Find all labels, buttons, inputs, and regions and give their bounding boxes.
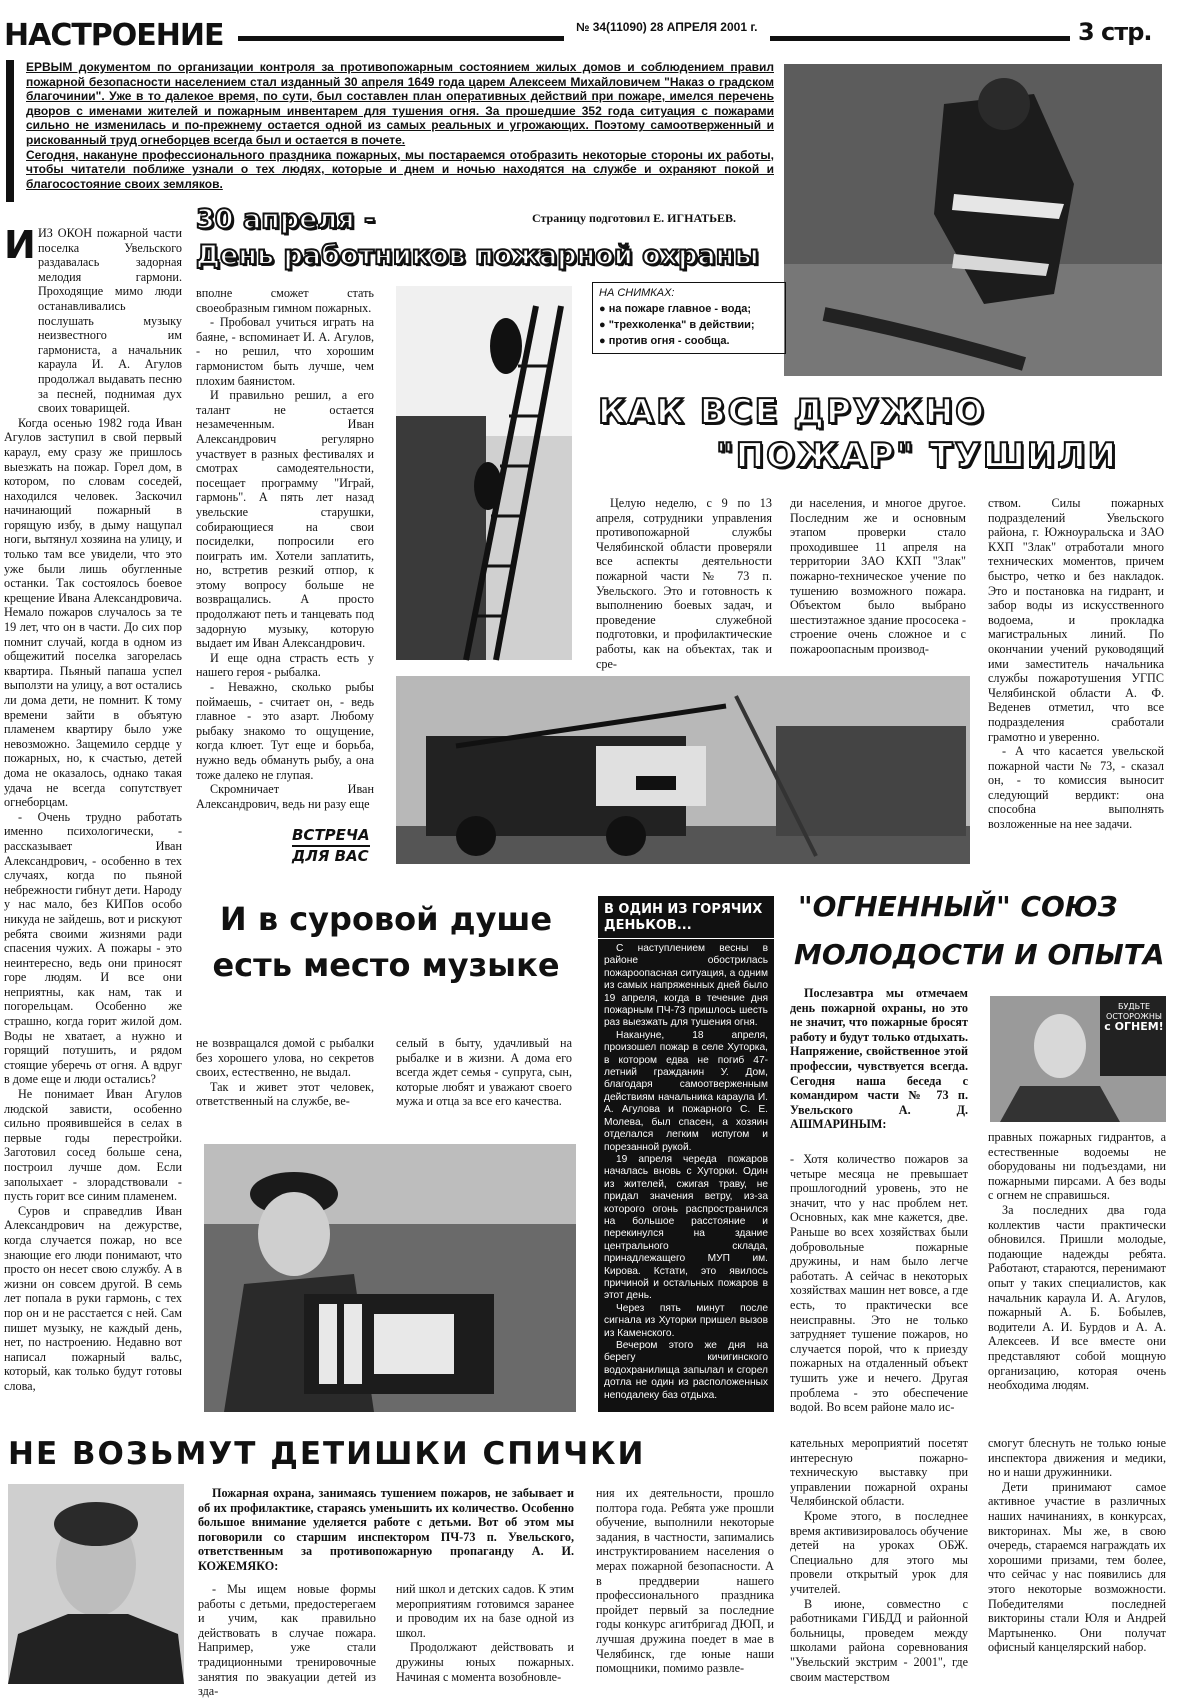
article2-col1-text: Целую неделю, с 9 по 13 апреля, сотрудники управления противопожарной службы Челябинской области проверяли все аспекты деятельности пожарной части № 73 п. Увельского. Это и готовность к выполнению боевых задач, и проведение служебной подготовки, и профилактические работы, как на объектах, так и сре- (596, 496, 772, 671)
article4-col2-p1: ний школ и детских садов. К этим мероприятиям готовимся заранее и проводим их на базе одной из школ. (396, 1582, 574, 1640)
rubric-line-1: ВСТРЕЧА (292, 826, 370, 847)
article2-column-1 (596, 496, 772, 671)
intro-paragraph-2: Сегодня, накануне профессионального праздника пожарных, мы постараемся отобразить некоторые стороны их работы, чтобы читатели поближе узнали о тех людях, которые и днем и ночью находятся на службе и охраняют покой и благосостояние своих земляков. (26, 147, 774, 191)
article2-column-2 (790, 496, 966, 662)
photo-firefighter-hose (784, 64, 1162, 376)
article1-col3-p1: не возвращался домой с рыбалки без хорошего улова, но секретов своих, естественно, не выдал. (196, 1036, 374, 1080)
article1-column-4 (396, 1036, 572, 1136)
headline-holiday: День работников пожарной охраны (196, 240, 759, 271)
article1-headline: И в суровой душе есть место музыке (212, 900, 560, 984)
article2-col3-p2: - А что касается увельской пожарной части № 73, - сказал он, - то комиссия выносит следующий вердикт: она способна выполнять возложенные на нее задачи. (988, 744, 1164, 832)
intro-paragraph-1: ЕРВЫМ документом по организации контроля за противопожарным состоянием жилых домов и соблюдением правил пожарной безопасности населением стал изданный 30 апреля 1649 года царем Алексеем Михайловичем "Наказ о градском благочинии". Уже в то далекое время, по сути, был составлен план оперативных действий при пожаре, имелся перечень дворов с именами жителей и пожарным инвентарем для тушения огня. За прошедшие 352 года ситуация с пожарами сильно не изменилась и по-прежнему остается одной из самых реальных и угрожающих. Поэтому самоотверженный и рискованный труд огнеборцев всегда был и остается в почете. (26, 60, 774, 147)
article4-col1-text: - Мы ищем новые формы работы с детьми, предостерегаем и учим, как правильно действовать в случае пожара. Например, уже стали традиционными тренировочные занятия по эвакуации детей из зда- (198, 1582, 376, 1699)
photo-commander (990, 996, 1166, 1122)
photo-fire-truck (396, 676, 970, 864)
issue-info: № 34(11090) 28 АПРЕЛЯ 2001 г. (576, 20, 758, 34)
article1-col4-p1: селый в быту, удачливый на рыбалке и в жизни. А дома его всегда ждет семья - супруга, сын, которые любят и уважают своего мужа и отца за все его качества. (396, 1036, 572, 1109)
article4-column-1 (198, 1582, 376, 1699)
masthead-rule-right (770, 36, 1070, 41)
article4-col4-p1: кательных мероприятий посетят интересную пожарно-техническую выставку при управлении пожарной охраны Челябинской области. (790, 1436, 968, 1509)
article1-col2-p1: вполне сможет стать своеобразным гимном пожарных. (196, 286, 374, 315)
bullet-dot-icon: ● (599, 303, 606, 315)
article4-column-2 (396, 1582, 574, 1686)
article1-col3-p2: Так и живет этот человек, ответственный на службе, ве- (196, 1079, 374, 1109)
article2-col3-p1: ством. Силы пожарных подразделений Увельского района, г. Южноуральска и ЗАО КХП "Злак" отработали много технических моментов, причем быстро, четко и без накладок. Это и постановка на гидрант, и забор воды из искусственного водоема, и прокладка магистральных линий. По окончании учений руководящий ими заместитель начальника службы пожаротушения УГПС Челябинской области А. Ф. Веденев отметил, что все подразделения сработали грамотно и уверенно. (988, 496, 1164, 744)
sidebar-p5: Вечером этого же дня на берегу кичигинского водохранилища запылал и сгорел дотла не один из расположенных неподалеку баз отдыха. (604, 1340, 768, 1401)
poster-line-3: с ОГНЕМ! (1104, 1020, 1164, 1033)
sidebar-hot-days (598, 896, 774, 1412)
article2-headline-line2: "ПОЖАР" ТУШИЛИ (716, 436, 1119, 476)
section-title: НАСТРОЕНИЕ (4, 18, 224, 53)
rubric-line-2: ДЛЯ ВАС (292, 847, 369, 865)
article2-col2-text: ди населения, и многое другое. Последним же и основным этапом проверки стало проходившее 11 апреля на территории ЗАО КХП "Злак" пожарно-техническое учение по тушению возможного пожара. Объектом было выбрано шестиэтажное здание прососека - строение очень сложное и с пожароопасным производ- (790, 496, 966, 656)
article4-lead (198, 1486, 574, 1578)
article4-col2-p2: Продолжают действовать и дружины юных пожарных. Начиная с момента возобновле- (396, 1640, 574, 1684)
page-number: 3 стр. (1078, 18, 1152, 46)
article4-column-3 (596, 1486, 774, 1686)
bullet-dot-icon: ● (599, 319, 606, 331)
intro-bar (6, 60, 14, 202)
article3-headline-line2: МОЛОДОСТИ И ОПЫТА (794, 938, 1165, 971)
article3-col1-text: - Хотя количество пожаров за четыре месяца не превышает прошлогодний уровень, это не значит, что у нас проблем нет. Основных, как мне кажется, две. Раньше во всех хозяйствах были добровольные пожарные дружины, и нам было легче работать. А сейчас в некоторых хозяйствах машин нет вовсе, а где есть, то практически все неисправны. Это не только затрудняет тушение пожаров, но случается порой, что к приезду пожарных на отдаленный объект тушить уже и нечего. Другая проблема - это обеспечение водой. Во всем районе мало ис- (790, 1152, 968, 1415)
masthead-rule-left (238, 36, 564, 41)
poster-line-2: ОСТОРОЖНЫ (1106, 1012, 1162, 1021)
article1-col2-p3: И правильно решил, а его талант не остается незамеченным. Иван Александрович регулярно участвует в разных фестивалях и смотрах самодеятельности, посещает программу "Играй, гармонь". А пять лет назад увельские старушки, собирающиеся на свои посиделки, попросили его поиграть им. Хотели заплатить, но, встретив резкий отпор, к этому вопросу больше не возвращались. А просто продолжают петь и танцевать под задорную музыку, которую выдает им Иван Александрович. (196, 388, 374, 651)
article4-col3-p1: ния их деятельности, прошло полтора года. Ребята уже прошли обучение, выполнили некоторые задания, в частности, запимались инструктированием населения о мерах пожарной безопасности. А в преддверии нашего профессионального праздника пройдет первый за последние годы конкурс агитбригад ДЮП, и лучшая дружина поедет в мае в Челябинск, где юные наши помощники, помимо развле- (596, 1486, 774, 1676)
caption-item-2: ● "трехколенка" в действии; (599, 319, 755, 331)
photo-captions (592, 282, 786, 354)
photo-ladder (396, 286, 572, 660)
article3-column-1 (790, 1152, 968, 1414)
caption-item-3: ● против огня - сообща. (599, 335, 730, 347)
article4-column-4 (790, 1436, 968, 1686)
sidebar-p2: Накануне, 18 апреля, произошел пожар в селе Хуторка, в котором едва не погиб 47-летний гражданин У. Дом, благодаря самоотверженным действиям начальника караула И. А. Агулова и пожарного С. Е. Молева, был спасен, а хозяин отделался легким испугом и порезанной рукой. (604, 1029, 768, 1153)
article1-col1-p5: Суров и справедлив Иван Александрович на дежурстве, когда случается пожар, но все знающие его люди понимают, что просто он несет свою службу. А в жизни он совсем другой. В семь лет попала в руки гармонь, с тех пор он и не расстается с ней. Сам пишет музыку, не каждый день, нет, по настроению. Недавно вот написал пожарный вальс, который, как только будут готовы слова, (4, 1203, 182, 1393)
article1-col2-p5: - Неважно, сколько рыбы поймаешь, - считает он, - ведь главное - это азарт. Любому рыбаку знакомо то ощущение, когда клюет. Тут еще и борьба, нужно ведь обмануть рыбу, а она тоже далеко не глупая. (196, 680, 374, 782)
article4-col5-p1: смогут блеснуть не только юные инспектора движения и медики, но и наши дружинники. (988, 1436, 1166, 1480)
article3-col2-p1: правных пожарных гидрантов, а естественные водоемы не оборудованы ни подъездами, ни пожарными пирсами. А без воды с огнем не справишься. (988, 1130, 1166, 1203)
article4-column-5 (988, 1436, 1166, 1686)
article2-headline-line1: КАК ВСЕ ДРУЖНО (598, 392, 987, 432)
article1-column-2 (196, 286, 374, 811)
article4-col4-p2: Кроме этого, в последнее время активизировалось обучение детей на уроках ОБЖ. Специально для этого мы провели открытый урок для учителей. (790, 1508, 968, 1596)
article2-column-3 (988, 496, 1164, 870)
article1-col1-p1: ИЗ ОКОН пожарной части поселка Увельского раздавалась задорная мелодия гармони. Проходящие мимо люди останавливались послушать музыку неизвестного им гармониста, а начальник караула И. А. Агулов продолжал выдавать песню за песней, поднимая дух своих товарищей. (38, 226, 182, 416)
article1-column-3 (196, 1036, 374, 1136)
sidebar-title-line-2: ДЕНЬКОВ... (604, 918, 692, 933)
article1-col1-p2: Когда осенью 1982 года Иван Агулов заступил в свой первый караул, ему сразу же пришлось выезжать на пожар. Горел дом, в котором, по словам соседей, находился человек. Заскочил начинающий пожарный в горящую избу, в дыму нащупал ноги, вытянул хозяина на улицу, и только там все увидели, что это уже были лишь обугленные останки. Так состоялось боевое крещение Ивана Александровича. Немало пожаров случалось за те 19 лет, что он в части. До сих пор помнит случай, когда в одном из общежитий поселка загорелась квартира. Пьяный папаша успел выползти на улицу, а вот остались ли дома дети, не помнит. К тому времени зайти в объятую пламенем квартиру было уже невозможно. Защемило сердце у пожарных, но, к счастью, детей дома не оказалось, однако такая удача не всегда сопутствует огнеборцам. (4, 415, 182, 810)
article3-column-2 (988, 1130, 1166, 1416)
captions-title: НА СНИМКАХ: (599, 287, 678, 299)
article1-col2-p6: Скромничает Иван Александрович, ведь ни разу еще (196, 782, 374, 811)
article4-headline: НЕ ВОЗЬМУТ ДЕТИШКИ СПИЧКИ (8, 1436, 646, 1472)
headline-date: 30 апреля - (196, 204, 376, 235)
photo-accordion-player (204, 1144, 576, 1412)
sidebar-p1: С наступлением весны в районе обострилась пожароопасная ситуация, а одним из самых напряженных дней было 19 апреля, когда в течение дня пожарным ПЧ-73 пришлось шесть раз выезжать для тушения огня. (604, 943, 768, 1029)
rubric-meeting (292, 826, 370, 866)
article4-col5-p2: Дети принимают самое активное участие в различных наших начинаниях, в конкурсах, викторинах. Мы же, в свою очередь, стараемся награждать их хорошими призами, тем более, что сейчас у нас появились для этого некоторые возможности. Победителями последней викторины стали Юля и Андрей Мартыненко. Они получат офисный канцелярский набор. (988, 1479, 1166, 1655)
photo-inspector (8, 1484, 184, 1684)
article1-column-1 (4, 223, 182, 1412)
intro-text (26, 60, 774, 208)
article3-lead (790, 986, 968, 1150)
sidebar-title-line-1: В ОДИН ИЗ ГОРЯЧИХ (604, 902, 763, 917)
sidebar-p3: 19 апреля череда пожаров началась вновь с Хуторки. Один из жителей, сжигая траву, не придал значения ветру, из-за которого огонь распространился на большое расстояние и перекинулся на здание центрального склада, принадлежащего МУП им. Кирова. Кстати, это явилось причиной и остальных пожаров в этот день. (604, 1153, 768, 1302)
article1-col1-p4: Не понимает Иван Агулов людской зависти, особенно сильно проявившейся в селах в первые годы перестройки. Заготовил сосед больше сена, построил лучше дом. Если заполыхает - злорадствовали - пусть горит все синим пламенем. (4, 1087, 182, 1204)
article3-col2-p2: За последних два года коллектив части практически обновился. Пришли молодые, подающие надежды ребята. Работают, стараются, перенимают опыт у таких специалистов, как начальник караула И. А. Агулов, пожарный А. Б. Бобылев, водители А. И. Бурдов и А. А. Алексеев. И все вместе они представляют собой мощную организацию, которая очень необходима людям. (988, 1202, 1166, 1393)
caption-item-1: ● на пожаре главное - вода; (599, 303, 752, 315)
sidebar-title (598, 896, 774, 939)
poster-text (1104, 1002, 1164, 1032)
article4-lead-text: Пожарная охрана, занимаясь тушением пожаров, не забывает и об их профилактике, стараясь уменьшить их количество. Особенно большое внимание уделяется работе с детьми. Вот об этом мы поговорили со старшим инспектором ПЧ-73 п. Увельского, ответственным за противопожарную пропаганду А. И. КОЖЕМЯКО: (198, 1486, 574, 1573)
article4-col4-p3: В июне, совместно с работниками ГИБДД и районной больницы, проведем между школами района соревнования "Увельский экстрим - 2001", где своим мастерством (790, 1596, 968, 1684)
article3-lead-text: Послезавтра мы отмечаем день пожарной охраны, но это не значит, что пожарные бросят работу и будут только отдыхать. Напряжение, свойственное этой профессии, чувствуется всегда. Сегодня наша беседа с командиром части № 73 п. Увельского А. Д. АШМАРИНЫМ: (790, 986, 968, 1132)
page-credit: Страницу подготовил Е. ИГНАТЬЕВ. (532, 211, 737, 225)
article1-col1-p3: - Очень трудно работать именно психологически, - рассказывает Иван Александрович, - особенно в тех случаях, когда по пьяной небрежности гибнут дети. Народу у нас мало, без КИПов особо никуда не зайдешь, вот и рискуют ребята своими жизнями ради спасения чужих. А пожары - это неинтересно, ведь они приносят горе людям. И все они неприятны, как нам, так и погорельцам. Особенно же страшно, когда горит жилой дом. Воды не хватает, а нужно и горящий потушить, и рядом стоящие уберечь от огня. А вдруг в доме еще и люди остались? (4, 809, 182, 1087)
poster-line-1: БУДЬТЕ (1117, 1002, 1151, 1011)
article3-headline-line1: "ОГНЕННЫЙ" СОЮЗ (798, 890, 1118, 923)
bullet-dot-icon: ● (599, 335, 606, 347)
article1-col2-p4: И еще одна страсть есть у нашего героя - рыбалка. (196, 650, 374, 680)
drop-cap: И (4, 223, 36, 267)
article1-col2-p2: - Пробовал учиться играть на баяне, - вспоминает И. А. Агулов, - но решил, что хорошим гармонистом быть лучше, чем плохим баянистом. (196, 315, 374, 388)
sidebar-p4: Через пять минут после сигнала из Хуторки пришел вызов из Каменского. (604, 1302, 768, 1339)
